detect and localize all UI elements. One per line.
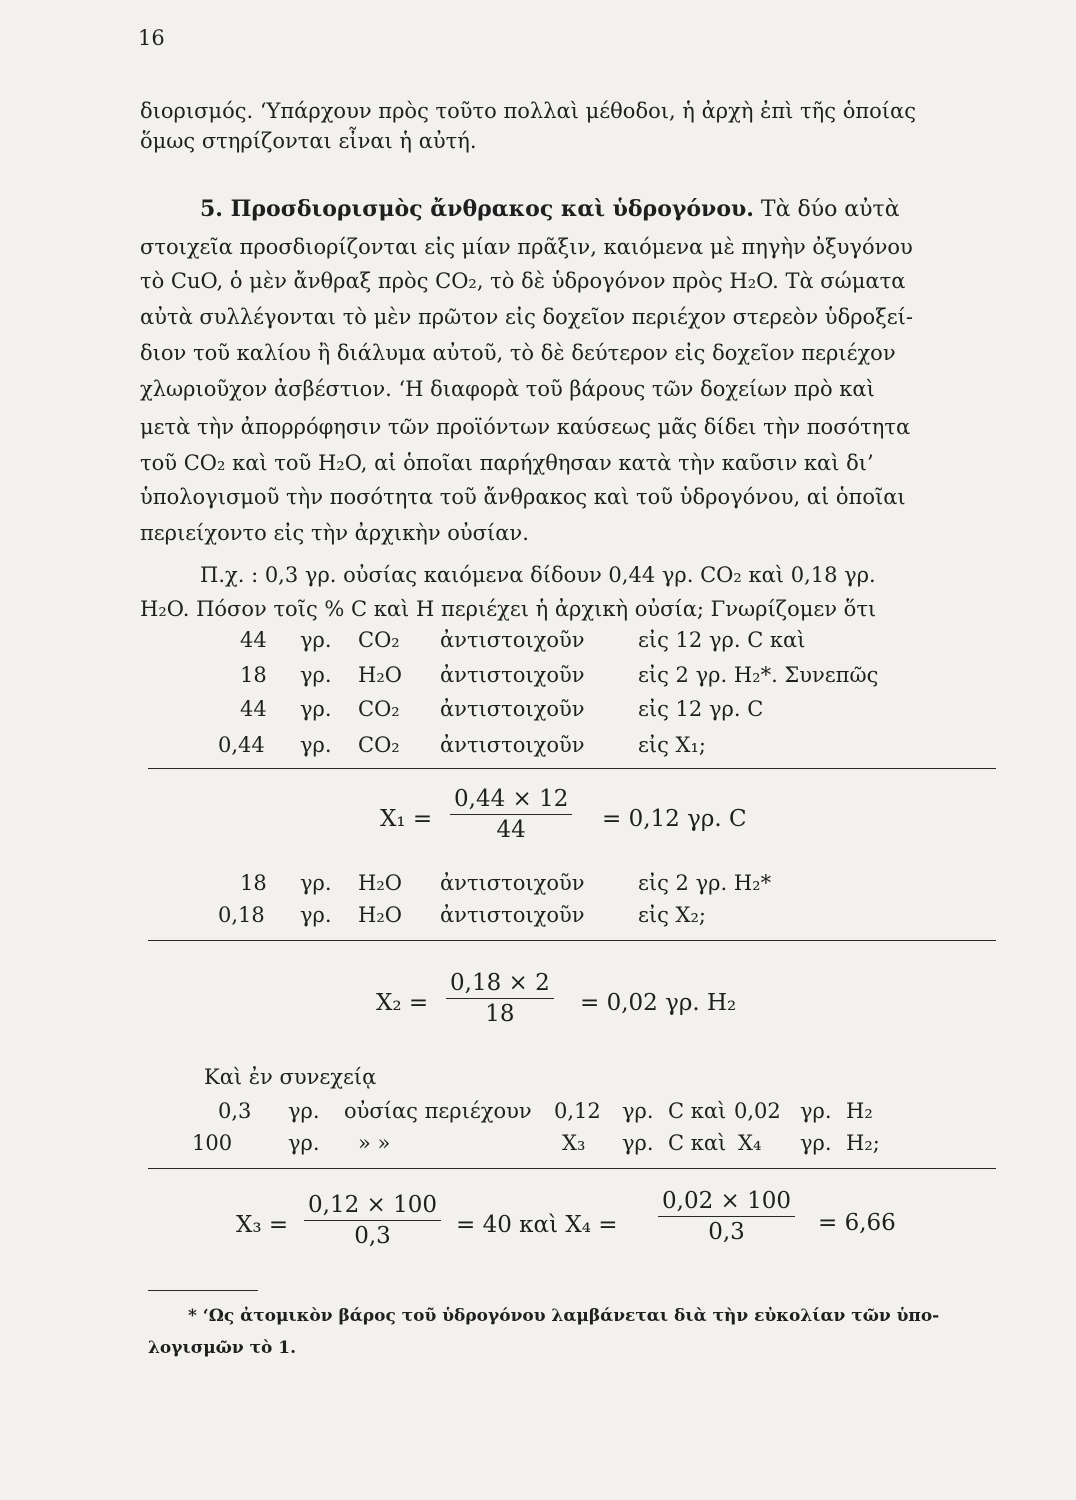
eq1-fraction — [450, 786, 572, 843]
eq2-denominator: 18 — [485, 1001, 515, 1027]
substance: H₂O — [358, 871, 402, 895]
eq3-numerator-1: 0,12 × 100 — [304, 1192, 441, 1221]
continuation-text: Καὶ ἐν συνεχείᾳ — [204, 1065, 377, 1089]
eq3-middle: = 40 καὶ X₄ = — [456, 1212, 618, 1238]
target: εἰς 12 γρ. C — [638, 697, 764, 721]
example-line-2: H₂O. Πόσον τοῖς % C καὶ H περιέχει ἡ ἀρχικὴ οὐσία; Γνωρίζομεν ὅτι — [140, 597, 877, 621]
page-number: 16 — [138, 26, 165, 50]
middle: » » — [358, 1131, 391, 1155]
eq1-numerator: 0,44 × 12 — [450, 786, 572, 815]
eq3-fraction-2 — [658, 1188, 795, 1245]
eq2-rhs: = 0,02 γρ. H₂ — [580, 990, 737, 1016]
verb: ἀντιστοιχοῦν — [440, 733, 585, 757]
body-line-7: τοῦ CO₂ καὶ τοῦ H₂O, αἱ ὁποῖαι παρήχθησαν κατὰ τὴν καῦσιν καὶ δι’ — [140, 451, 874, 475]
value2: X₄ — [738, 1131, 762, 1155]
substance: CO₂ — [358, 697, 400, 721]
intro-line-2: ὅμως στηρίζονται εἶναι ἡ αὐτή. — [140, 129, 477, 153]
unit3: γρ. — [800, 1131, 832, 1155]
substance: H₂O — [358, 663, 402, 687]
unit3: γρ. — [800, 1099, 832, 1123]
example-line-1: Π.χ. : 0,3 γρ. οὐσίας καιόμενα δίδουν 0,44 γρ. CO₂ καὶ 0,18 γρ. — [200, 563, 876, 587]
verb: ἀντιστοιχοῦν — [440, 903, 585, 927]
middle: οὐσίας περιέχουν — [344, 1099, 532, 1123]
value1: X₃ — [562, 1131, 586, 1155]
element1: C καὶ — [668, 1131, 727, 1155]
eq3-denominator-1: 0,3 — [354, 1223, 391, 1249]
unit: γρ. — [300, 628, 332, 652]
target: εἰς 2 γρ. H₂*. Συνεπῶς — [638, 663, 879, 687]
amount: 0,18 — [218, 903, 265, 927]
unit: γρ. — [288, 1099, 320, 1123]
footnote-line-2: λογισμῶν τὸ 1. — [148, 1338, 297, 1358]
target: εἰς X₁; — [638, 733, 706, 757]
amount: 44 — [240, 697, 267, 721]
unit: γρ. — [300, 697, 332, 721]
eq2-fraction — [446, 970, 554, 1027]
section-heading-line — [200, 194, 990, 225]
element2: H₂; — [846, 1131, 880, 1155]
body-line-8: ὑπολογισμοῦ τὴν ποσότητα τοῦ ἄνθρακος καὶ τοῦ ὑδρογόνου, αἱ ὁποῖαι — [140, 485, 906, 509]
unit: γρ. — [300, 903, 332, 927]
substance: H₂O — [358, 903, 402, 927]
eq1-denominator: 44 — [496, 817, 526, 843]
amount: 0,3 — [218, 1099, 252, 1123]
verb: ἀντιστοιχοῦν — [440, 663, 585, 687]
body-line-5: χλωριοῦχον ἀσβέστιον. ‘Η διαφορὰ τοῦ βάρους τῶν δοχείων πρὸ καὶ — [140, 377, 875, 401]
amount: 18 — [240, 663, 267, 687]
target: εἰς X₂; — [638, 903, 706, 927]
eq2-lhs: X₂ = — [376, 990, 429, 1016]
substance: CO₂ — [358, 733, 400, 757]
verb: ἀντιστοιχοῦν — [440, 871, 585, 895]
section-heading: 5. Προσδιορισμὸς ἄνθρακος καὶ ὑδρογόνου. — [200, 196, 754, 222]
substance: CO₂ — [358, 628, 400, 652]
unit: γρ. — [300, 733, 332, 757]
amount: 0,44 — [218, 733, 265, 757]
body-line-3: αὐτὰ συλλέγονται τὸ μὲν πρῶτον εἰς δοχεῖον περιέχον στερεὸν ὑδροξεί- — [140, 305, 913, 329]
element2: H₂ — [846, 1099, 873, 1123]
verb: ἀντιστοιχοῦν — [440, 628, 585, 652]
eq3-rhs: = 6,66 — [818, 1210, 896, 1236]
section-heading-tail: Τὰ δύο αὐτὰ — [760, 197, 900, 222]
unit2: γρ. — [622, 1131, 654, 1155]
body-line-4: διον τοῦ καλίου ἢ διάλυμα αὐτοῦ, τὸ δὲ δεύτερον εἰς δοχεῖον περιέχον — [140, 341, 896, 365]
body-line-1: στοιχεῖα προσδιορίζονται εἰς μίαν πρᾶξιν, καιόμενα μὲ πηγὴν ὀξυγόνου — [140, 235, 913, 259]
element1: C καὶ — [668, 1099, 727, 1123]
amount: 44 — [240, 628, 267, 652]
verb: ἀντιστοιχοῦν — [440, 697, 585, 721]
eq3-numerator-2: 0,02 × 100 — [658, 1188, 795, 1217]
target: εἰς 12 γρ. C καὶ — [638, 628, 806, 652]
unit2: γρ. — [622, 1099, 654, 1123]
eq3-lhs: X₃ = — [236, 1212, 289, 1238]
body-line-6: μετὰ τὴν ἀπορρόφησιν τῶν προϊόντων καύσεως μᾶς δίδει τὴν ποσότητα — [140, 415, 911, 439]
unit: γρ. — [300, 871, 332, 895]
unit: γρ. — [300, 663, 332, 687]
eq3-fraction-1 — [304, 1192, 441, 1249]
eq1-rhs: = 0,12 γρ. C — [602, 806, 747, 832]
value2: 0,02 — [734, 1099, 781, 1123]
divider-2 — [148, 940, 996, 941]
body-line-2: τὸ CuO, ὁ μὲν ἄνθραξ πρὸς CO₂, τὸ δὲ ὑδρογόνον πρὸς H₂O. Τὰ σώματα — [140, 269, 906, 293]
divider-3 — [148, 1168, 996, 1169]
value1: 0,12 — [554, 1099, 601, 1123]
eq2-numerator: 0,18 × 2 — [446, 970, 554, 999]
eq1-lhs: X₁ = — [380, 806, 433, 832]
footnote-line-1: * ‘Ως ἀτομικὸν βάρος τοῦ ὑδρογόνου λαμβάνεται διὰ τὴν εὐκολίαν τῶν ὑπο- — [188, 1306, 940, 1326]
target: εἰς 2 γρ. H₂* — [638, 871, 772, 895]
eq3-denominator-2: 0,3 — [708, 1219, 745, 1245]
amount: 100 — [192, 1131, 233, 1155]
footnote-rule — [148, 1290, 258, 1291]
body-line-9: περιείχοντο εἰς τὴν ἀρχικὴν οὐσίαν. — [140, 521, 529, 545]
intro-line-1: διορισμός. ‘Υπάρχουν πρὸς τοῦτο πολλαὶ μέθοδοι, ἡ ἀρχὴ ἐπὶ τῆς ὁποίας — [140, 99, 916, 123]
amount: 18 — [240, 871, 267, 895]
divider-1 — [148, 768, 996, 769]
unit: γρ. — [288, 1131, 320, 1155]
